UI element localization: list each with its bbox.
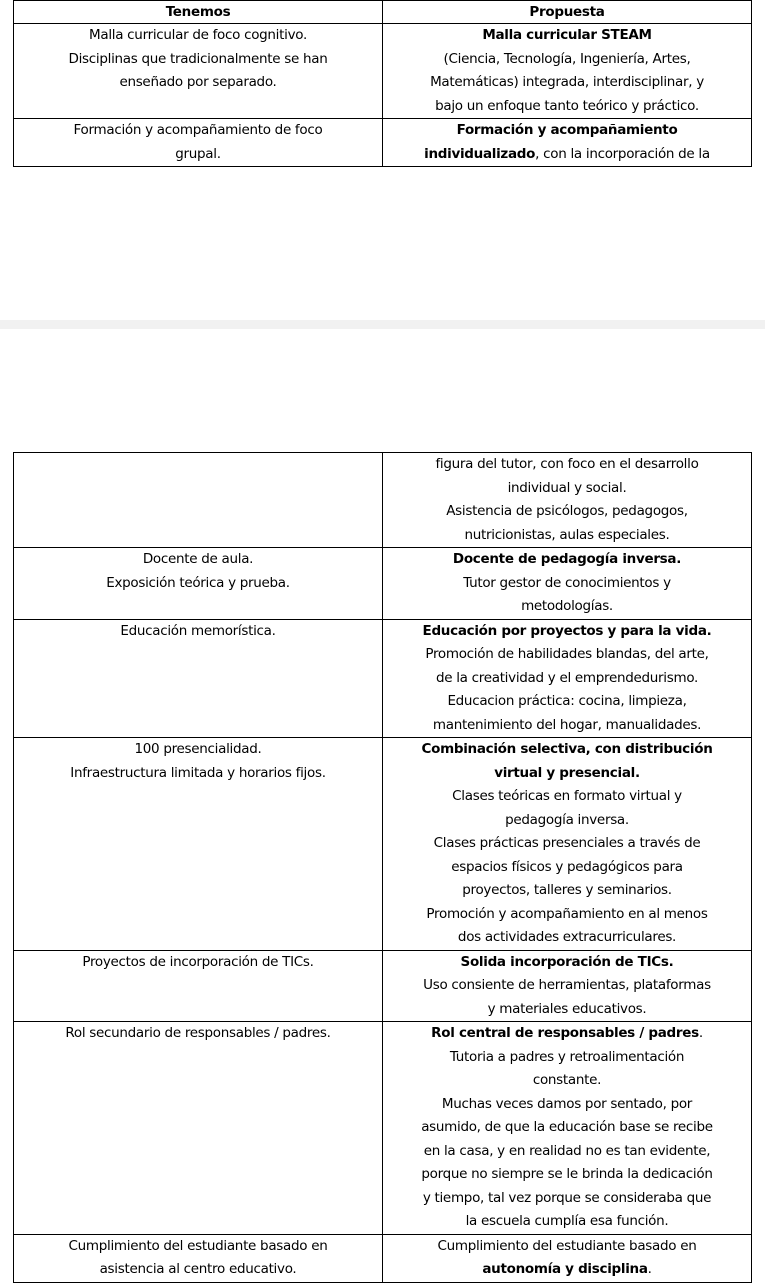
header-tenemos: Tenemos bbox=[14, 1, 383, 24]
table-row bbox=[14, 24, 752, 119]
cell-tenemos: Malla curricular de foco cognitivo. Disciplinas que tradicionalmente se han enseñado por separado. bbox=[14, 24, 383, 119]
comparison-table-page-1 bbox=[13, 0, 752, 167]
cell-propuesta: Educación por proyectos y para la vida. Promoción de habilidades blandas, del arte, de la creatividad y el emprendedurismo. Educacion práctica: cocina, limpieza, mantenimiento del hogar, manualidades. bbox=[383, 619, 752, 738]
comparison-table-page-2 bbox=[13, 452, 752, 1283]
table-row bbox=[14, 453, 752, 548]
cell-tenemos: Proyectos de incorporación de TICs. bbox=[14, 950, 383, 1022]
table-row bbox=[14, 950, 752, 1022]
cell-propuesta: Solida incorporación de TICs. Uso consiente de herramientas, plataformas y materiales educativos. bbox=[383, 950, 752, 1022]
table-row bbox=[14, 738, 752, 951]
cell-propuesta: Formación y acompañamiento individualizado, con la incorporación de la bbox=[383, 119, 752, 167]
cell-tenemos: Educación memorística. bbox=[14, 619, 383, 738]
table-row bbox=[14, 619, 752, 738]
cell-propuesta: Combinación selectiva, con distribución virtual y presencial. Clases teóricas en formato virtual y pedagogía inversa. Clases prácticas presenciales a través de espacios físicos y pedagógicos para proyectos, talleres y seminarios. Promoción y acompañamiento en al menos dos actividades extracurriculares. bbox=[383, 738, 752, 951]
cell-propuesta: figura del tutor, con foco en el desarrollo individual y social. Asistencia de psicólogos, pedagogos, nutricionistas, aulas especiales. bbox=[383, 453, 752, 548]
table-row bbox=[14, 548, 752, 620]
table-row bbox=[14, 119, 752, 167]
cell-propuesta: Cumplimiento del estudiante basado en autonomía y disciplina. bbox=[383, 1234, 752, 1282]
cell-propuesta: Malla curricular STEAM (Ciencia, Tecnología, Ingeniería, Artes, Matemáticas) integrada, interdisciplinar, y bajo un enfoque tanto teórico y práctico. bbox=[383, 24, 752, 119]
table-header-row bbox=[14, 1, 752, 24]
cell-tenemos bbox=[14, 453, 383, 548]
page-separator bbox=[0, 320, 765, 329]
cell-tenemos: Cumplimiento del estudiante basado en asistencia al centro educativo. bbox=[14, 1234, 383, 1282]
cell-tenemos: Rol secundario de responsables / padres. bbox=[14, 1022, 383, 1235]
table-row bbox=[14, 1022, 752, 1235]
cell-tenemos: 100 presencialidad. Infraestructura limitada y horarios fijos. bbox=[14, 738, 383, 951]
cell-propuesta: Docente de pedagogía inversa. Tutor gestor de conocimientos y metodologías. bbox=[383, 548, 752, 620]
cell-tenemos: Formación y acompañamiento de foco grupal. bbox=[14, 119, 383, 167]
cell-tenemos: Docente de aula. Exposición teórica y prueba. bbox=[14, 548, 383, 620]
cell-propuesta: Rol central de responsables / padres. Tutoria a padres y retroalimentación constante. Muchas veces damos por sentado, por asumido, de que la educación base se recibe en la casa, y en realidad no es tan evidente, porque no siempre se le brinda la dedicación y tiempo, tal vez porque se consideraba que la escuela cumplía esa función. bbox=[383, 1022, 752, 1235]
table-row bbox=[14, 1234, 752, 1282]
header-propuesta: Propuesta bbox=[383, 1, 752, 24]
